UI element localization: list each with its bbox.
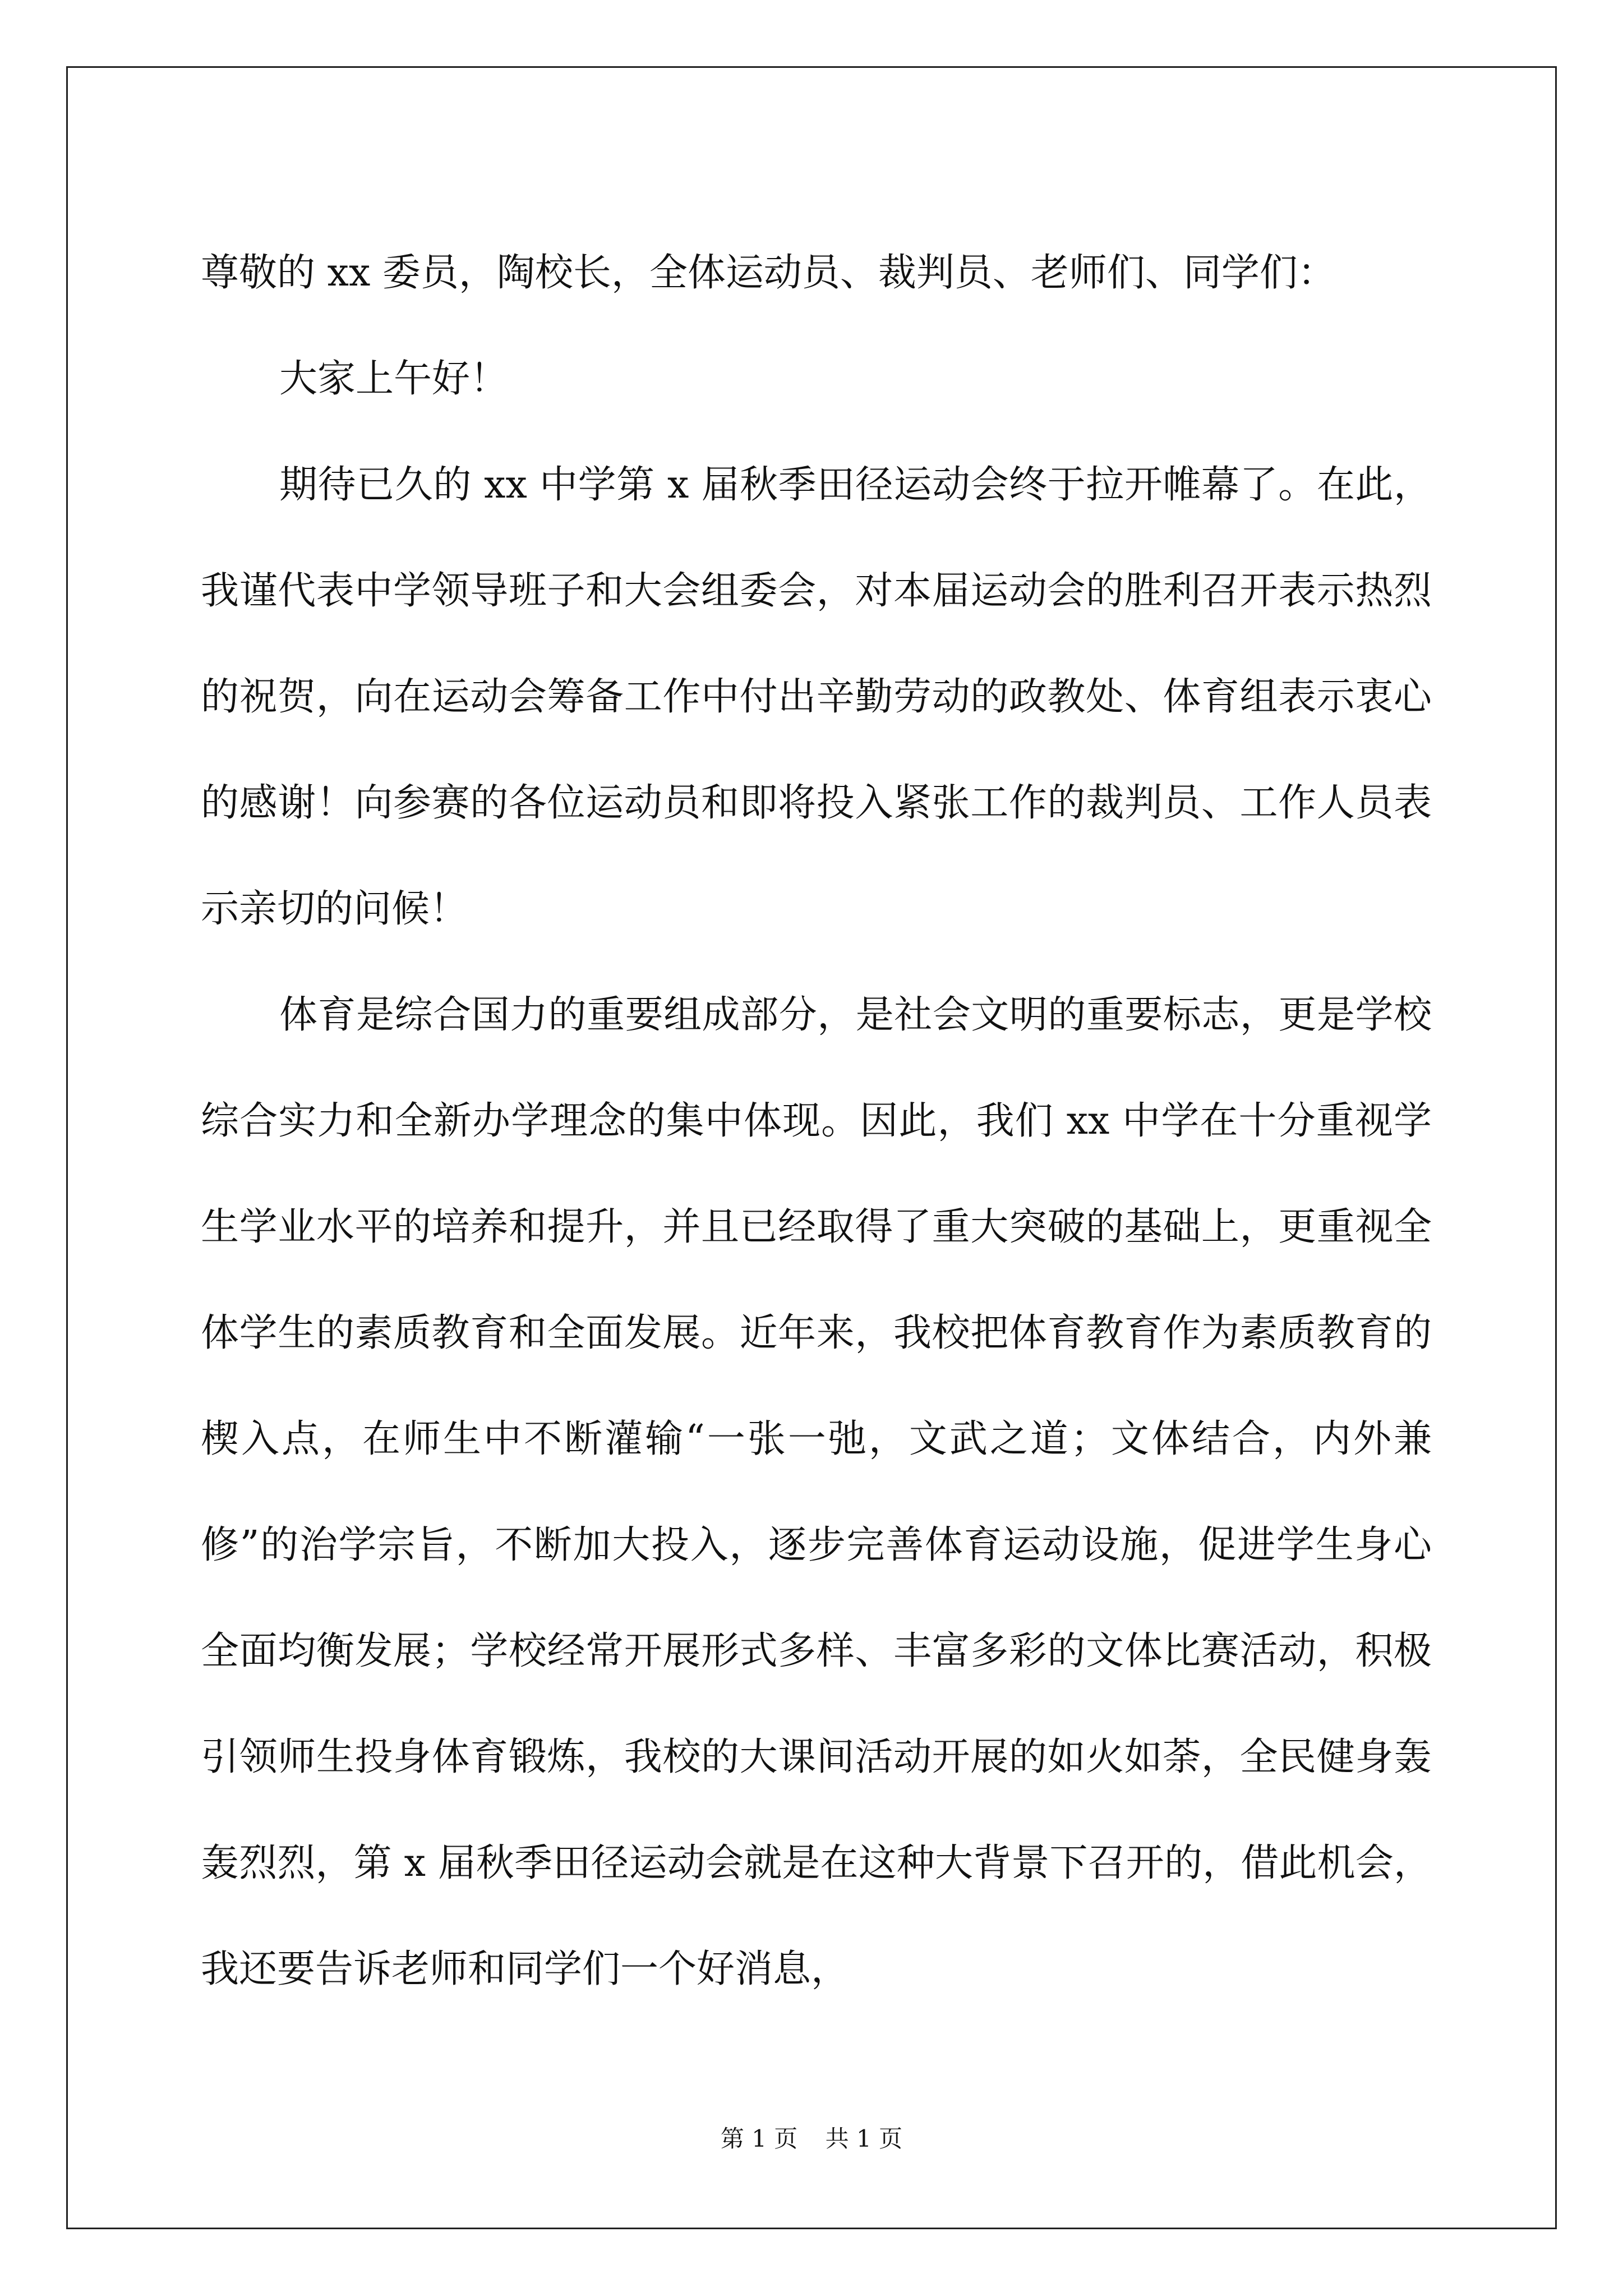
page-footer bbox=[0, 2120, 1623, 2154]
document-body bbox=[201, 220, 1432, 2022]
paragraph: 体育是综合国力的重要组成部分，是社会文明的重要标志，更是学校综合实力和全新办学理念的集中体现。因此，我们 xx 中学在十分重视学生学业水平的培养和提升，并且已经取得了重大突破的基础上，更重视全体学生的素质教育和全面发展。近年来，我校把体育教育作为素质教育的楔入点，在师生中不断灌输“一张一弛，文武之道；文体结合，内外兼修”的治学宗旨，不断加大投入，逐步完善体育运动设施，促进学生身心全面均衡发展；学校经常开展形式多样、丰富多彩的文体比赛活动，积极引领师生投身体育锻炼，我校的大课间活动开展的如火如荼，全民健身轰轰烈烈，第 x 届秋季田径运动会就是在这种大背景下召开的，借此机会，我还要告诉老师和同学们一个好消息， bbox=[201, 993, 1432, 1991]
page-count: 共 1 页 bbox=[825, 2125, 903, 2152]
paragraph: 期待已久的 xx 中学第 x 届秋季田径运动会终于拉开帷幕了。在此，我谨代表中学领导班子和大会组委会，对本届运动会的胜利召开表示热烈的祝贺，向在运动会筹备工作中付出辛勤劳动的政教处、体育组表示衷心的感谢！向参赛的各位运动员和即将投入紧张工作的裁判员、工作人员表示亲切的问候！ bbox=[201, 463, 1432, 931]
salutation: 尊敬的 xx 委员，陶校长，全体运动员、裁判员、老师们、同学们： bbox=[201, 251, 1336, 295]
page-number: 第 1 页 bbox=[720, 2125, 798, 2152]
greeting: 大家上午好！ bbox=[279, 357, 509, 401]
